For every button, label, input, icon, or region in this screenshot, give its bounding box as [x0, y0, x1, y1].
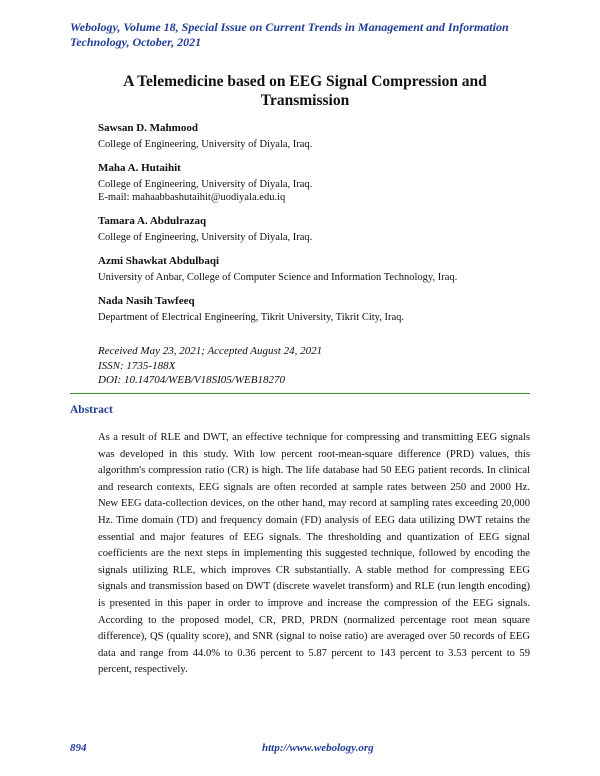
- author-affiliation: College of Engineering, University of Diyala, Iraq.: [98, 139, 313, 150]
- author-email: E-mail: mahaabbashutaihit@uodiyala.edu.iq: [98, 192, 286, 203]
- abstract-heading: Abstract: [70, 404, 113, 416]
- author-affiliation: College of Engineering, University of Diyala, Iraq.: [98, 179, 313, 190]
- abstract-text: As a result of RLE and DWT, an effective technique for compressing and transmitting EEG signals was developed in this study. With low percent root-mean-square difference (PRD) values, this algorithm's compression ratio (CR) is high. The life database had 50 EEG patient records. In clinical and research contexts, EEG signals are often recorded at sample rates between 250 and 2000 Hz. New EEG data-collection devices, on the other hand, may record at sampling rates exceeding 20,000 Hz. Time domain (TD) and frequency domain (FD) analysis of EEG data utilizing DWT retains the essential and major features of EEG signals. The thresholding and quantization of EEG signal coefficients are the next steps in implementing this suggested technique, followed by encoding the signals utilizing RLE, which improves CR substantially. A stable method for compressing EEG signals and transmission based on DWT (discrete wavelet transform) and RLE (run length encoding) is presented in this paper in order to improve and increase the compression of the EEG signals. According to the proposed model, CR, PRD, PRDN (normalized percentage root mean square difference), QS (quality score), and SNR (signal to noise ratio) are averaged over 50 records of EEG data and range from 44.0% to 0.36 percent to 5.87 percent to 143 percent to 3.53 percent to 59 percent, respectively.: [98, 432, 530, 676]
- author-name: Sawsan D. Mahmood: [98, 122, 198, 134]
- section-divider: [70, 393, 530, 394]
- journal-header: [70, 20, 560, 50]
- author-affiliation: Department of Electrical Engineering, Tikrit University, Tikrit City, Iraq.: [98, 312, 405, 323]
- author-name: Nada Nasih Tawfeeq: [98, 295, 195, 307]
- author-block: [98, 254, 558, 284]
- issn: ISSN: 1735-188X: [98, 359, 176, 372]
- author-name: Maha A. Hutaihit: [98, 162, 181, 174]
- author-name: Tamara A. Abdulrazaq: [98, 215, 207, 227]
- author-name: Azmi Shawkat Abdulbaqi: [98, 255, 220, 267]
- author-block: [98, 294, 558, 324]
- received-dates: Received May 23, 2021; Accepted August 24, 2021: [98, 345, 323, 357]
- author-block: [98, 121, 558, 151]
- author-affiliation: College of Engineering, University of Diyala, Iraq.: [98, 232, 313, 243]
- journal-header-line-2: Technology, October, 2021: [70, 35, 202, 49]
- author-list: [98, 121, 558, 334]
- author-block: [98, 214, 558, 244]
- paper-title: [70, 72, 540, 110]
- doi: DOI: 10.14704/WEB/V18SI05/WEB18270: [98, 374, 285, 386]
- paper-title-line-1: A Telemedicine based on EEG Signal Compression and: [123, 73, 487, 90]
- author-affiliation: University of Anbar, College of Computer Science and Information Technology, Iraq.: [98, 272, 458, 283]
- journal-url-link[interactable]: http://www.webology.org: [262, 742, 374, 754]
- author-block: [98, 161, 558, 204]
- page-number: 894: [70, 742, 87, 754]
- publication-info: [98, 344, 322, 388]
- journal-header-line-1: Webology, Volume 18, Special Issue on Current Trends in Management and Information: [70, 20, 509, 34]
- paper-title-line-2: Transmission: [260, 92, 350, 109]
